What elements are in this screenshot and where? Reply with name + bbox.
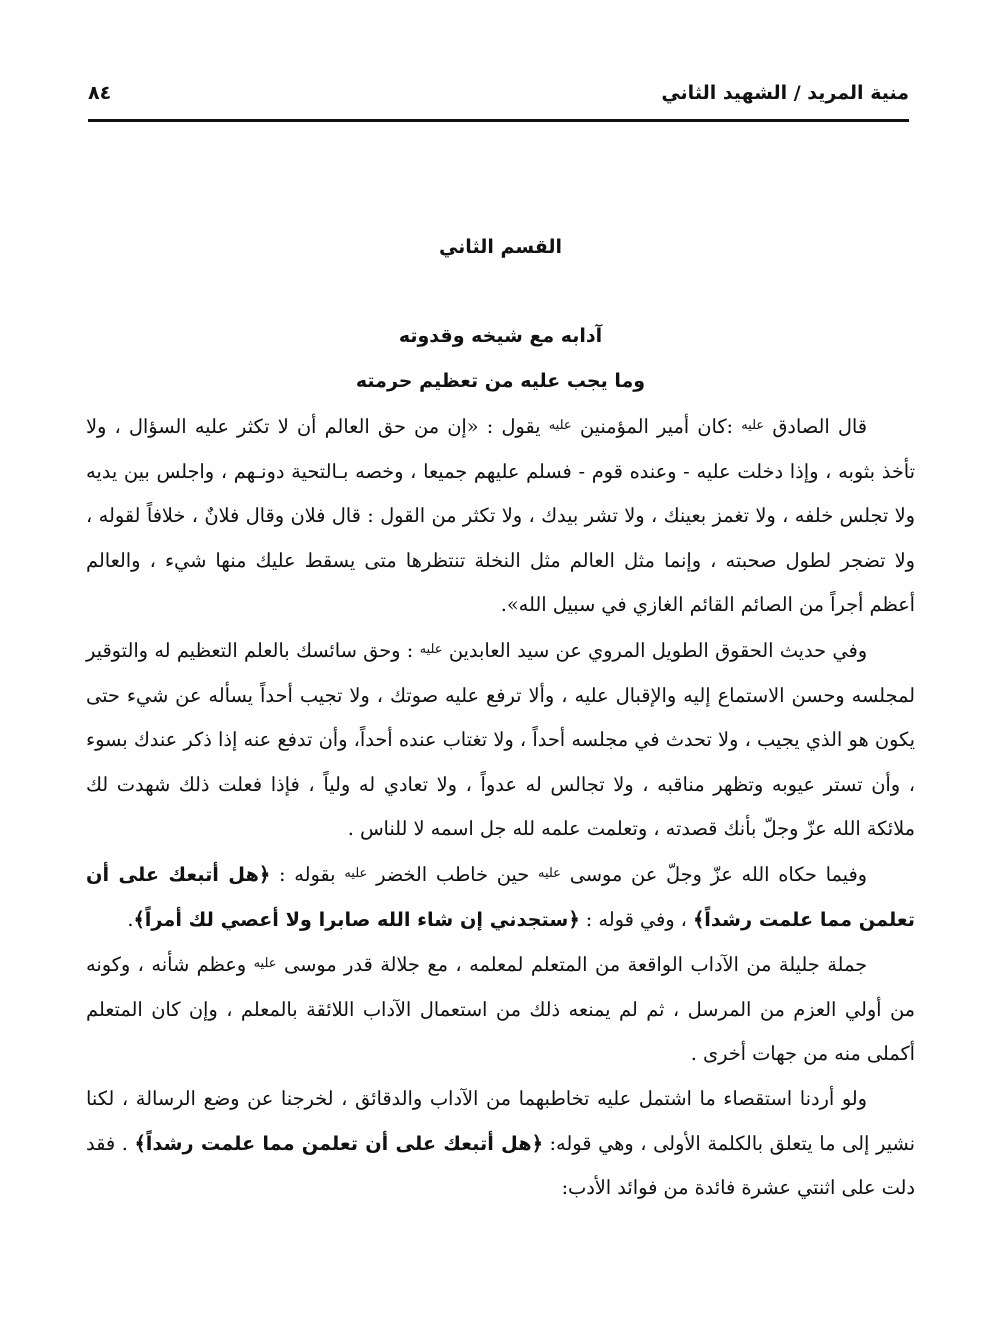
paragraph (86, 852, 915, 942)
chapter-title-line-2: وما يجب عليه من تعظيم حرمته (355, 370, 646, 392)
honorific-symbol-icon: عليه (537, 865, 561, 881)
paragraph (86, 942, 915, 1077)
quran-quote: ﴿ستجدني إن شاء الله صابرا ولا أعصي لك أمراً﴾ (133, 907, 580, 931)
honorific-symbol-icon: عليه (419, 641, 443, 657)
honorific-symbol-icon: عليه (253, 956, 277, 972)
honorific-symbol-icon: عليه (344, 865, 368, 881)
text-run: ، وفي قوله : (579, 907, 693, 931)
text-run: يقول : «إن من حق العالم أن لا تكثر عليه السؤال ، ولا تأخذ بثوبه ، وإذا دخلت عليه - وعنده قوم - فسلم عليهم جميعا ، وخصه بـالتحية دونـهم ، واجلس بين يديه ولا تجلس خلفه ، ولا تغمز بعينك ، ولا تشر بيدك ، ولا تكثر من القول : قال فلان وقال فلانٌ ، خلافاً لقوله ، ولا تضجر لطول صحبته ، وإنما مثل العالم مثل النخلة تنتظرها متى يسقط عليك منها شيء ، والعالم أعظم أجراً من الصائم القائم الغازي في سبيل الله». (86, 415, 915, 617)
paragraph (86, 628, 915, 852)
text-run: وفيما حكاه الله عزّ وجلّ عن موسى (560, 862, 867, 886)
text-run: ولو أردنا استقصاء ما اشتمل عليه تخاطبهما من الآداب والدقائق ، لخرجنا عن وضع الرسالة ، لكنا نشير إلى ما يتعلق بالكلمة الأولى ، وهي قوله: (86, 1086, 915, 1155)
section-title: القسم الثاني (438, 236, 563, 258)
text-run: . فقد دلت على اثنتي عشرة فائدة من فوائد الأدب: (86, 1131, 915, 1200)
page-header (88, 82, 909, 118)
text-run: :كان أمير المؤمنين (571, 415, 742, 438)
page-number: ٨٤ (88, 82, 112, 104)
paragraph (86, 1077, 915, 1211)
header-rule (88, 119, 909, 122)
text-run: جملة جليلة من الآداب الواقعة من المتعلم لمعلمه ، مع جلالة قدر موسى (276, 953, 868, 977)
honorific-symbol-icon: عليه (741, 418, 765, 433)
text-run: وفي حديث الحقوق الطويل المروي عن سيد العابدين (442, 638, 868, 662)
honorific-symbol-icon: عليه (548, 418, 572, 433)
body-text (86, 404, 915, 1211)
text-run: بقوله : (270, 862, 345, 886)
chapter-title-line-1: آدابه مع شيخه وقدوته (398, 325, 603, 347)
quran-quote: ﴿هل أتبعك على أن تعلمن مما علمت رشداً﴾ (134, 1131, 543, 1155)
text-run: قال الصادق (764, 415, 867, 438)
text-run: وعظم شأنه ، وكونه من أولي العزم من المرسل ، ثم لم يمنعه ذلك من استعمال الآداب اللائقة بالمعلم ، وإن كان المتعلم أكملى منه من جهات أخرى . (86, 953, 915, 1066)
text-run: حين خاطب الخضر (367, 862, 538, 886)
paragraph (86, 404, 915, 628)
running-title: منية المريد / الشهيد الثاني (661, 82, 909, 104)
text-run: . (127, 907, 134, 931)
quran-quote: ﴿هل أتبعك على أن تعلمن مما علمت رشداً﴾ (86, 862, 915, 931)
text-run: : وحق سائسك بالعلم التعظيم له والتوقير لمجلسه وحسن الاستماع إليه والإقبال عليه ، وألا ترفع عليه صوتك ، ولا تجيب أحداً يسأله عن شيء حتى يكون هو الذي يجيب ، ولا تحدث في مجلسه أحداً ، ولا تغتاب عنده أحداً، وأن تدفع عنه إذا ذكر عندك بسوء ، وأن تستر عيوبه وتظهر مناقبه ، ولا تجالس له عدواً ، ولا تعادي له ولياً ، فإذا فعلت ذلك شهدت لك ملائكة الله عزّ وجلّ بأنك قصدته ، وتعلمت علمه لله جل اسمه لا للناس . (86, 638, 915, 841)
